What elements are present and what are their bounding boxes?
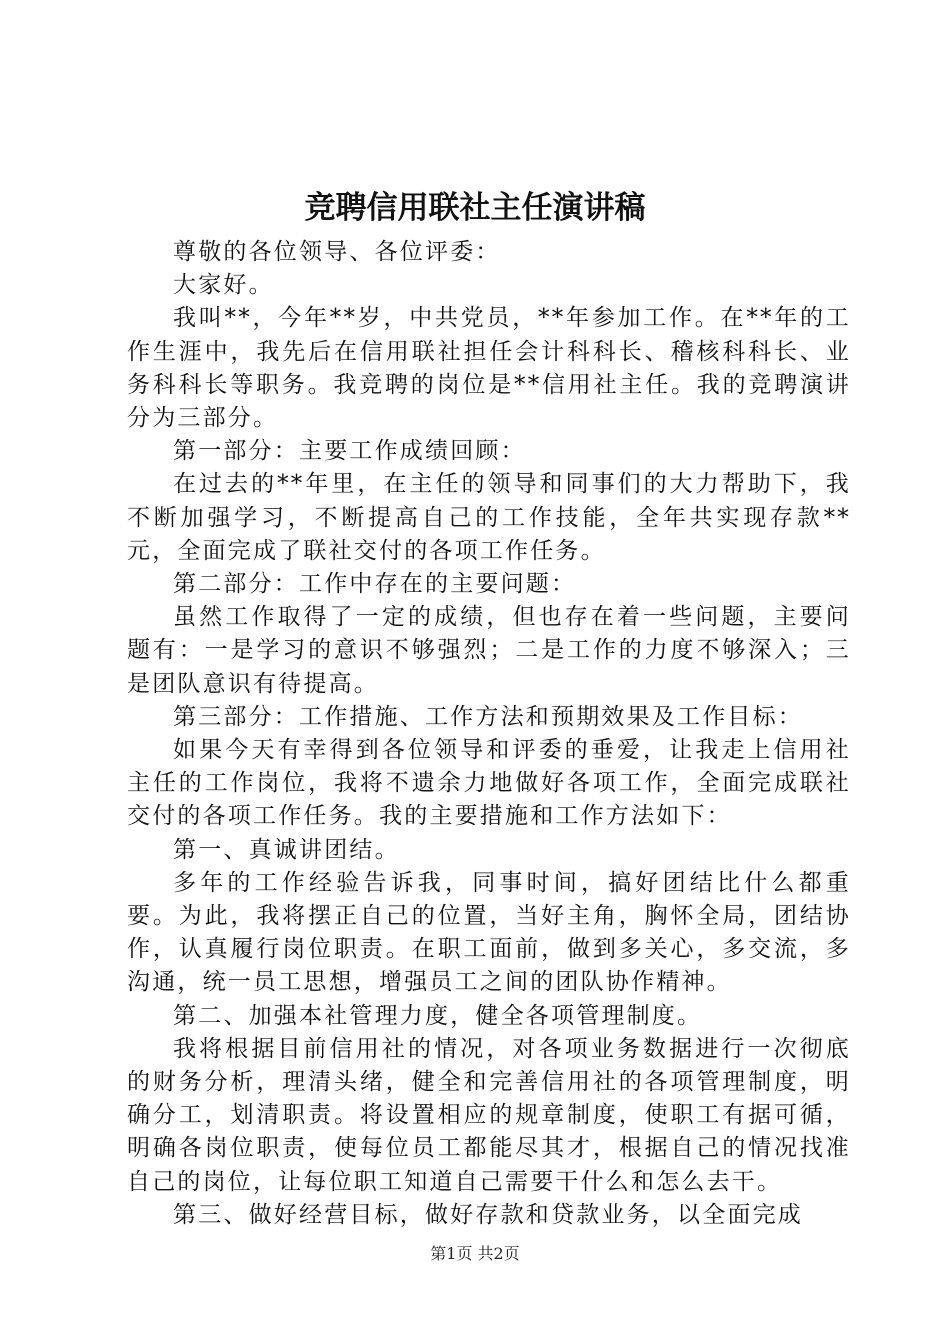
heading-part-one: 第一部分：主要工作成绩回顾： [173,438,526,465]
paragraph-hello: 大家好。 [173,272,274,299]
paragraph-measures-intro: 如果今天有幸得到各位领导和评委的垂爱，让我走上信用社主任的工作岗位，我将不遗余力地做好各项工作，全面完成联社交付的各项工作任务。我的主要措施和工作方法如下： [127,737,851,830]
document-body [127,236,851,1232]
paragraph-introduction: 我叫**，今年**岁，中共党员，**年参加工作。在**年的工作生涯中，我先后在信用联社担任会计科科长、稽核科科长、业务科科长等职务。我竞聘的岗位是**信用社主任。我的竞聘演讲分为三部分。 [127,305,851,432]
paragraph-achievements: 在过去的**年里，在主任的领导和同事们的大力帮助下，我不断加强学习，不断提高自己的工作技能，全年共实现存款**元，全面完成了联社交付的各项工作任务。 [127,471,851,564]
heading-measure-one: 第一、真诚讲团结。 [173,836,400,863]
paragraph-problems: 虽然工作取得了一定的成绩，但也存在着一些问题，主要问题有：一是学习的意识不够强烈；二是工作的力度不够深入；三是团队意识有待提高。 [127,604,851,697]
paragraph-measure-one: 多年的工作经验告诉我，同事时间，搞好团结比什么都重要。为此，我将摆正自己的位置，当好主角，胸怀全局，团结协作，认真履行岗位职责。在职工面前，做到多关心，多交流，多沟通，统一员工思想，增强员工之间的团队协作精神。 [127,869,851,996]
heading-part-three: 第三部分：工作措施、工作方法和预期效果及工作目标： [173,703,803,730]
page-number-footer: 第1页 共2页 [430,1244,520,1263]
paragraph-greeting: 尊敬的各位领导、各位评委： [173,239,501,265]
heading-measure-two: 第二、加强本社管理力度，健全各项管理制度。 [173,1002,703,1029]
paragraph-measure-two: 我将根据目前信用社的情况，对各项业务数据进行一次彻底的财务分析，理清头绪，健全和完善信用社的各项管理制度，明确分工，划清职责。将设置相应的规章制度，使职工有据可循，明确各岗位职责，使每位员工都能尽其才，根据自己的情况找准自己的岗位，让每位职工知道自己需要干什么和怎么去干。 [127,1035,851,1195]
heading-measure-three: 第三、做好经营目标，做好存款和贷款业务，以全面完成 [173,1201,803,1228]
heading-part-two: 第二部分：工作中存在的主要问题： [173,571,577,598]
document-title: 竞聘信用联社主任演讲稿 [304,190,646,226]
